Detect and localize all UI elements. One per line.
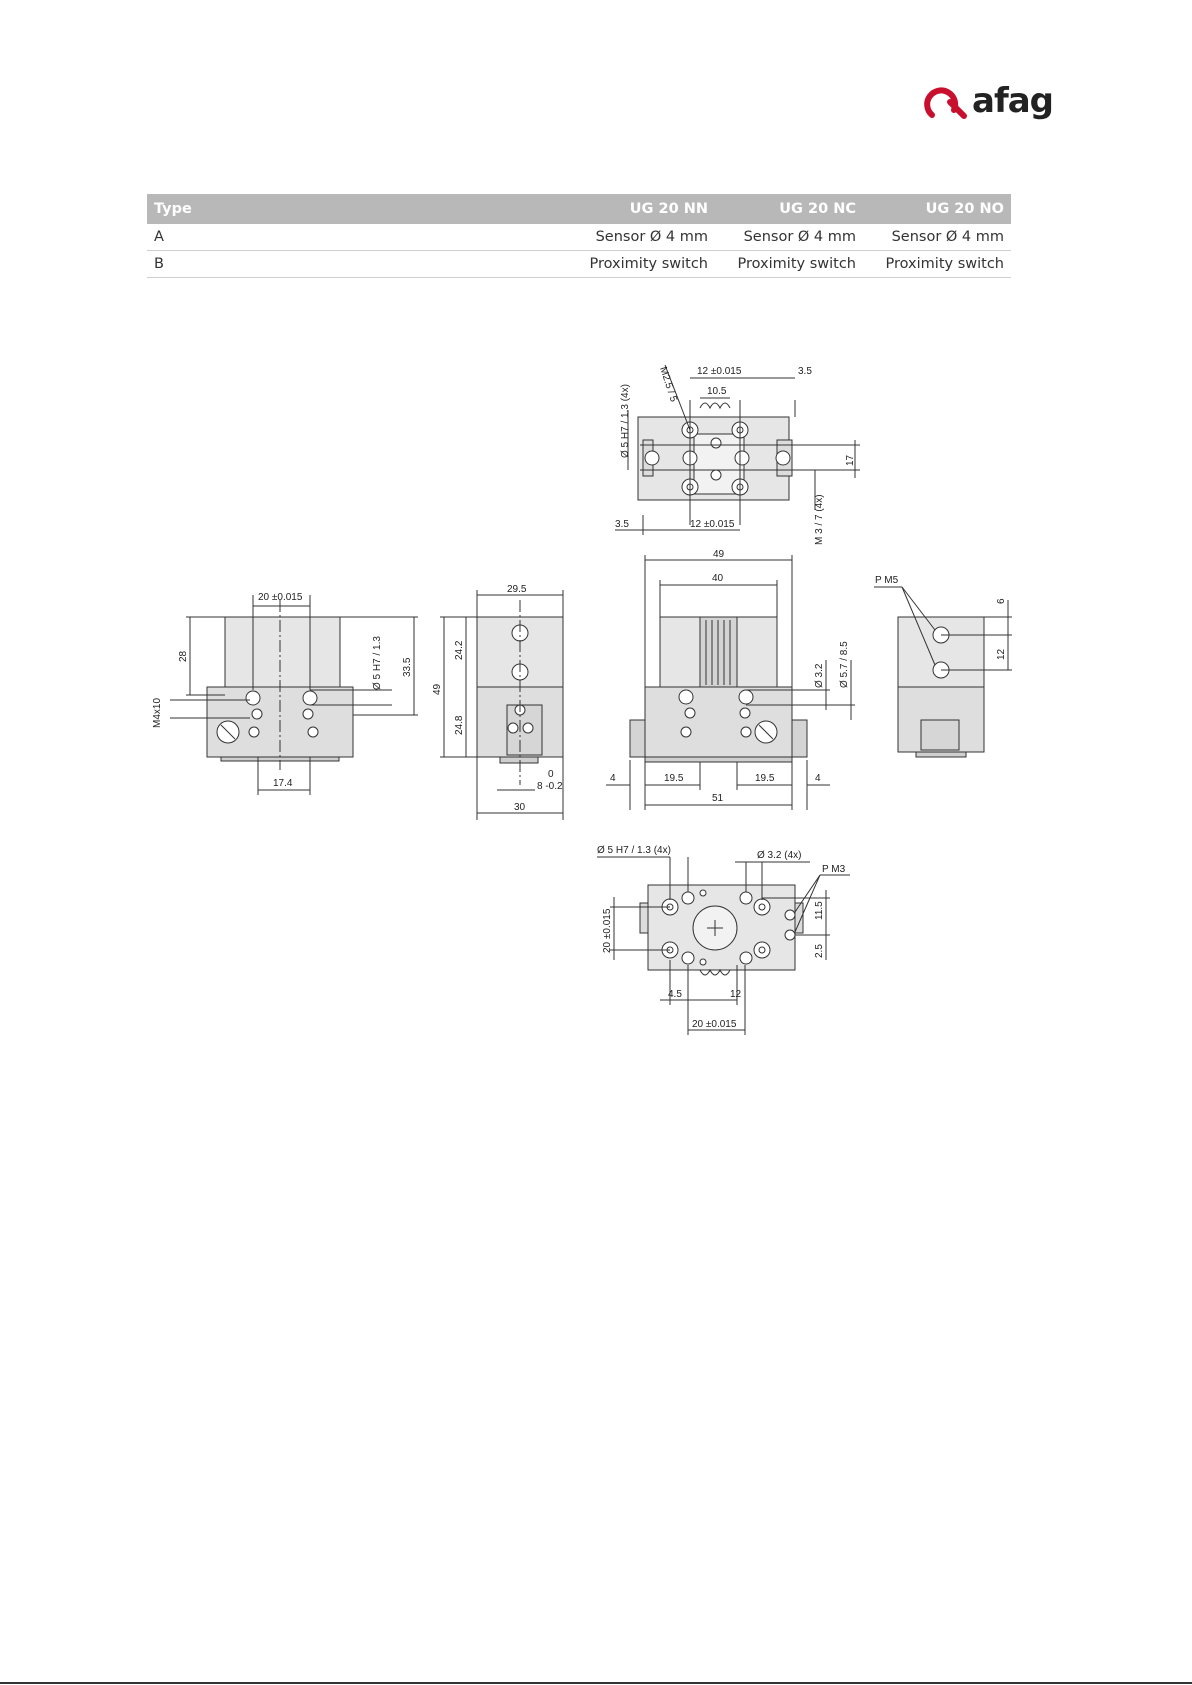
brand-name: afag	[972, 81, 1054, 121]
dim-label: P M5	[875, 575, 899, 586]
dim-label: 12 ±0.015	[690, 519, 735, 530]
dim-label: Ø 3.2	[814, 663, 825, 688]
dim-label: 19.5	[664, 773, 684, 784]
header-ug20nn: UG 20 NN	[555, 194, 715, 224]
dim-label: 20 ±0.015	[692, 1019, 737, 1030]
dim-label: M 3 / 7 (4x)	[814, 494, 825, 545]
header-type: Type	[147, 194, 555, 224]
header-ug20no: UG 20 NO	[863, 194, 1011, 224]
dim-label: 4.5	[668, 989, 682, 1000]
dim-label: 12 ±0.015	[697, 366, 742, 377]
dim-label: 28	[178, 650, 189, 662]
dim-label: 12	[996, 648, 1007, 660]
right-view	[874, 587, 1012, 757]
table-cell: Sensor Ø 4 mm	[715, 224, 863, 251]
dim-label: 3.5	[798, 366, 812, 377]
dim-label: 49	[713, 549, 725, 560]
dim-label: 6	[996, 598, 1007, 604]
bottom-view	[597, 857, 850, 1035]
dim-label: 30	[514, 802, 526, 813]
dim-label: 24.8	[454, 715, 465, 735]
dim-label: 51	[712, 793, 724, 804]
dim-label: 4	[610, 773, 616, 784]
dim-label: 10.5	[707, 386, 727, 397]
dim-label: 40	[712, 573, 724, 584]
dim-label: 33.5	[402, 657, 413, 677]
dim-label: 24.2	[454, 640, 465, 660]
dim-label: 29.5	[507, 584, 527, 595]
dim-label: Ø 3.2 (4x)	[757, 850, 802, 861]
table-cell: Proximity switch	[555, 251, 715, 278]
dim-label: 17	[845, 454, 856, 466]
dim-label: 3.5	[615, 519, 629, 530]
row-label: B	[147, 251, 555, 278]
table-cell: Sensor Ø 4 mm	[863, 224, 1011, 251]
dim-label: Ø 5 H7 / 1.3 (4x)	[597, 845, 671, 856]
dim-label: 20 ±0.015	[258, 592, 303, 603]
dim-label: 17.4	[273, 778, 293, 789]
left-view	[170, 595, 418, 795]
dim-label: 8 -0.2	[537, 781, 563, 792]
dim-label: 20 ±0.015	[602, 908, 613, 953]
dim-label: 49	[432, 683, 443, 695]
header-ug20nc: UG 20 NC	[715, 194, 863, 224]
dim-label: 2.5	[814, 944, 825, 958]
table-cell: Sensor Ø 4 mm	[555, 224, 715, 251]
table-cell: Proximity switch	[863, 251, 1011, 278]
dim-label: P M3	[822, 864, 846, 875]
dim-label: Ø 5.7 / 8.5	[839, 641, 850, 688]
dim-label: 12	[730, 989, 742, 1000]
row-label: A	[147, 224, 555, 251]
dim-label: M4x10	[152, 697, 163, 728]
dim-label: 11.5	[814, 901, 825, 920]
dim-label: Ø 5 H7 / 1.3	[372, 636, 383, 690]
bottom-rule	[0, 1682, 1192, 1684]
table-cell: Proximity switch	[715, 251, 863, 278]
dim-label: 4	[815, 773, 821, 784]
dim-label: M2.5 / 5	[657, 365, 679, 404]
dim-label: 0	[548, 769, 554, 780]
dim-label: Ø 5 H7 / 1.3 (4x)	[620, 384, 631, 458]
dim-label: 19.5	[755, 773, 775, 784]
